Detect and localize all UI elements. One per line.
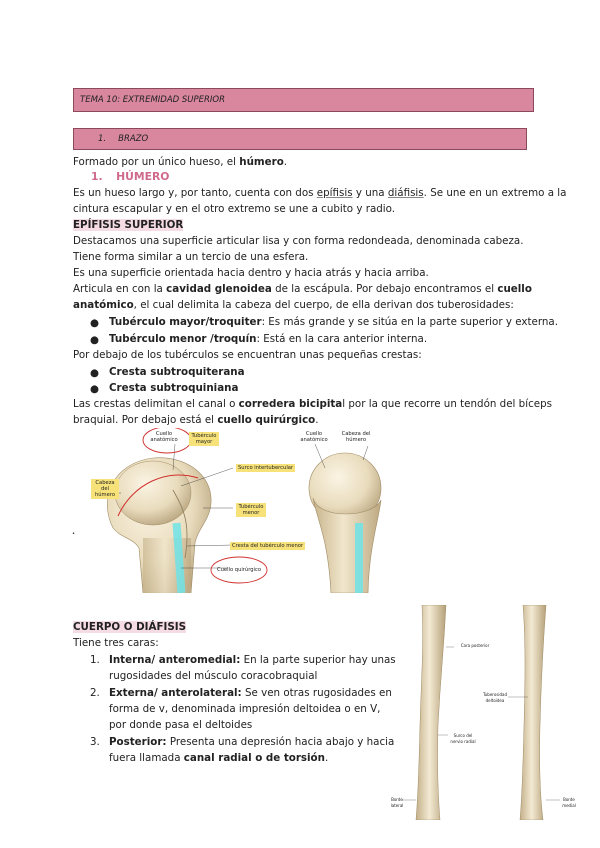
section-title: BRAZO	[118, 134, 149, 144]
epifisis-line-6: Por debajo de los tubérculos se encuentran unas pequeñas crestas:	[73, 349, 422, 361]
bullet-cresta-1: Cresta subtroquiterana	[109, 366, 245, 378]
label-borde-medial: Borde medial	[562, 797, 576, 808]
topic-title: TEMA 10: EXTREMIDAD SUPERIOR	[80, 95, 226, 105]
label-cuello-quirurgico: Cuello quirúrgico	[216, 567, 262, 573]
cara-1-line-2: rugosidades del músculo coracobraquial	[109, 670, 318, 682]
diaphysis-figure	[388, 605, 588, 820]
label-cara-posterior: Cara posterior	[460, 643, 490, 648]
label-cuello-anatomico: Cuello anatómico	[150, 431, 178, 443]
cuerpo-heading: CUERPO O DIÁFISIS	[73, 621, 186, 633]
cara-3: Posterior: Presenta una depresión hacia abajo y hacia	[109, 736, 395, 748]
epifisis-line-8: braquial. Por debajo está el cuello quirúrgico.	[73, 414, 319, 426]
left-diaphysis-shape	[416, 605, 446, 820]
bullet-tub-mayor: Tubérculo mayor/troquiter: Es más grande y se sitúa en la parte superior y externa.	[109, 316, 558, 328]
epifisis-line-7: Las crestas delimitan el canal o corredera bicipital por la que recorre un tendón del bíceps	[73, 398, 552, 410]
label-surco-intertubercular: Surco intertubercular	[238, 465, 294, 471]
cuerpo-line-1: Tiene tres caras:	[73, 637, 159, 649]
label-borde-lateral: Borde lateral	[390, 797, 404, 808]
cara-3-num: 3.	[90, 736, 100, 748]
cara-3-line-2: fuera llamada canal radial o de torsión.	[109, 752, 329, 764]
label-r-cuello-anatomico: Cuello anatómico	[300, 431, 328, 443]
bullet-dot-1: ●	[90, 317, 99, 329]
label-tuberculo-menor: Tubérculo menor	[236, 503, 266, 517]
epifisis-line-2: Tiene forma similar a un tercio de una esfera.	[73, 251, 309, 263]
cara-1-num: 1.	[90, 654, 100, 666]
bullet-dot-3: ●	[90, 367, 99, 379]
epifisis-heading: EPÍFISIS SUPERIOR	[73, 219, 184, 231]
bullet-cresta-2: Cresta subtroquiniana	[109, 382, 239, 394]
cara-2-num: 2.	[90, 687, 100, 699]
desc-line-1: Es un hueso largo y, por tanto, cuenta con dos epífisis y una diáfisis. Se une en un extremo a la	[73, 187, 567, 199]
label-cabeza-humero: Cabeza del húmero	[91, 479, 119, 499]
humero-heading: 1. HÚMERO	[91, 170, 170, 183]
cara-1: Interna/ anteromedial: En la parte superior hay unas	[109, 654, 396, 666]
desc-line-2: cintura escapular y en el otro extremo se une a cubito y radio.	[73, 203, 396, 215]
label-tuberculo-mayor: Tubérculo mayor	[189, 432, 219, 446]
topic-banner	[73, 88, 534, 112]
cara-2-line-3: por donde pasa el deltoides	[109, 719, 253, 731]
section-number: 1.	[98, 134, 107, 144]
epifisis-line-5: anatómico, el cual delimita la cabeza del cuerpo, de ella derivan dos tuberosidades:	[73, 299, 514, 311]
label-tuberosidad-deltoidea: Tuberosidad deltoidea	[482, 692, 508, 703]
bullet-dot-2: ●	[90, 334, 99, 346]
section-banner	[73, 128, 527, 150]
cara-2: Externa/ anterolateral: Se ven otras rugosidades en	[109, 687, 392, 699]
bullet-dot-4: ●	[90, 383, 99, 395]
right-diaphysis-shape	[520, 605, 546, 820]
small-dot: •	[72, 531, 76, 537]
intro-line: Formado por un único hueso, el húmero.	[73, 156, 288, 168]
cara-2-line-2: forma de v, denominada impresión deltoidea o en V,	[109, 703, 381, 715]
label-surco-nervio-radial: Surco del nervio radial	[450, 733, 476, 744]
bullet-tub-menor: Tubérculo menor /troquín: Está en la cara anterior interna.	[109, 333, 428, 345]
epifisis-line-4: Articula en con la cavidad glenoidea de la escápula. Por debajo encontramos el cuello	[73, 283, 532, 295]
label-r-cabeza-humero: Cabeza del húmero	[341, 431, 371, 443]
label-cresta-tuberculo-menor: Cresta del tubérculo menor	[232, 543, 304, 549]
epifisis-line-3: Es una superficie orientada hacia dentro y hacia atrás y hacia arriba.	[73, 267, 429, 279]
epifisis-line-1: Destacamos una superficie articular lisa y con forma redondeada, denominada cabeza.	[73, 235, 524, 247]
